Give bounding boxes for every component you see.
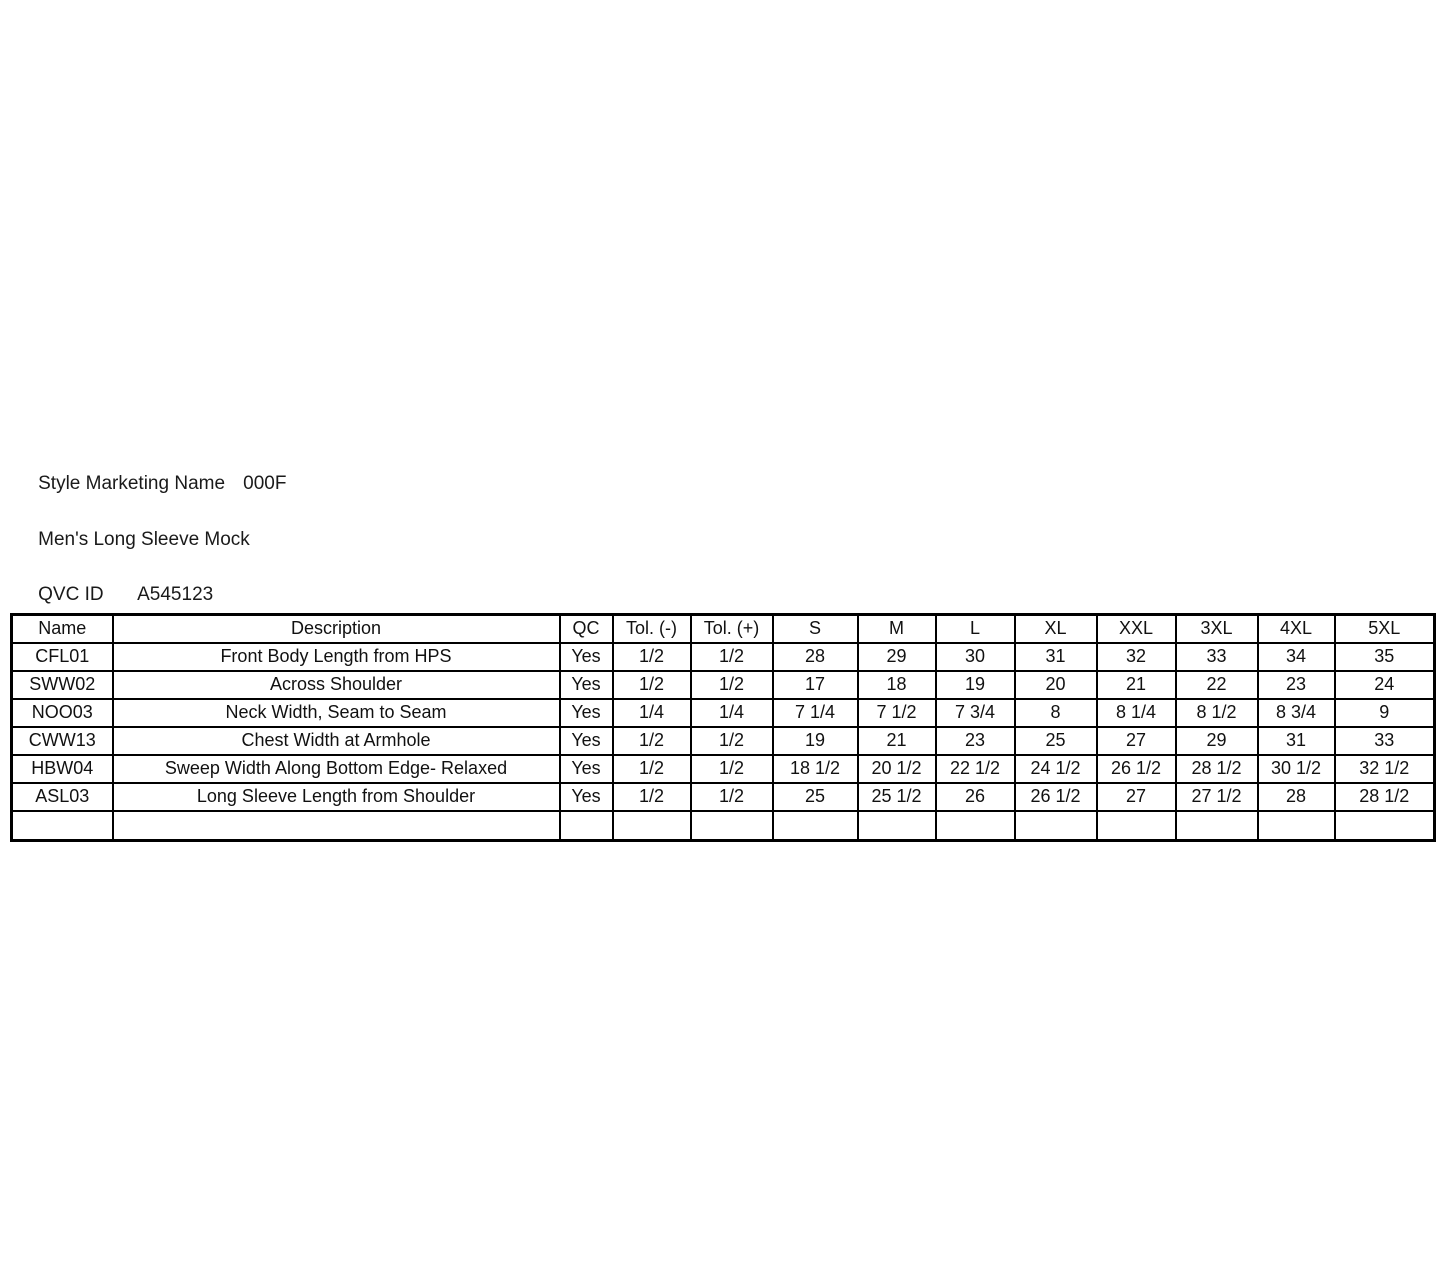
cell: 24 (1335, 671, 1435, 699)
cell: 32 (1097, 643, 1176, 671)
cell: 19 (773, 727, 858, 755)
cell: 8 3/4 (1258, 699, 1335, 727)
cell: 35 (1335, 643, 1435, 671)
style-marketing-name-value: 000F (243, 473, 287, 494)
cell: Across Shoulder (113, 671, 560, 699)
cell: 29 (858, 643, 936, 671)
cell (691, 811, 773, 841)
product-name: Men's Long Sleeve Mock (38, 529, 250, 550)
cell (613, 811, 691, 841)
cell: 22 (1176, 671, 1258, 699)
cell: Front Body Length from HPS (113, 643, 560, 671)
cell: 28 (773, 643, 858, 671)
cell: 22 1/2 (936, 755, 1015, 783)
cell: Neck Width, Seam to Seam (113, 699, 560, 727)
qvc-id-label: QVC ID (38, 584, 104, 605)
cell: 8 1/4 (1097, 699, 1176, 727)
cell: 21 (1097, 671, 1176, 699)
column-header: Description (113, 615, 560, 643)
table-row (12, 783, 1435, 811)
column-header: L (936, 615, 1015, 643)
cell: NOO03 (12, 699, 113, 727)
cell: SWW02 (12, 671, 113, 699)
cell: 1/2 (613, 643, 691, 671)
cell: 1/2 (613, 727, 691, 755)
table-row (12, 755, 1435, 783)
cell: 34 (1258, 643, 1335, 671)
cell: 26 1/2 (1015, 783, 1097, 811)
cell: 7 3/4 (936, 699, 1015, 727)
cell: 21 (858, 727, 936, 755)
column-header: QC (560, 615, 613, 643)
table-header-row (12, 615, 1435, 643)
cell: Yes (560, 755, 613, 783)
column-header: XL (1015, 615, 1097, 643)
cell: 1/2 (691, 643, 773, 671)
cell (1258, 811, 1335, 841)
cell (858, 811, 936, 841)
measurement-spec-table (10, 613, 1436, 842)
cell (560, 811, 613, 841)
column-header: 3XL (1176, 615, 1258, 643)
cell: Yes (560, 671, 613, 699)
cell: Yes (560, 699, 613, 727)
cell (12, 811, 113, 841)
cell: Yes (560, 727, 613, 755)
cell: 23 (936, 727, 1015, 755)
table-row (12, 671, 1435, 699)
table-row (12, 643, 1435, 671)
cell: 20 (1015, 671, 1097, 699)
cell: 1/2 (691, 755, 773, 783)
cell: 26 (936, 783, 1015, 811)
cell (1176, 811, 1258, 841)
cell: CWW13 (12, 727, 113, 755)
cell: 27 (1097, 783, 1176, 811)
cell: Yes (560, 783, 613, 811)
cell: CFL01 (12, 643, 113, 671)
qvc-id-value: A545123 (137, 584, 214, 605)
cell: 18 1/2 (773, 755, 858, 783)
cell: 23 (1258, 671, 1335, 699)
cell: 31 (1258, 727, 1335, 755)
cell: 7 1/4 (773, 699, 858, 727)
column-header: XXL (1097, 615, 1176, 643)
cell: ASL03 (12, 783, 113, 811)
table-row (12, 699, 1435, 727)
column-header: 4XL (1258, 615, 1335, 643)
column-header: 5XL (1335, 615, 1435, 643)
column-header: S (773, 615, 858, 643)
cell: 1/4 (691, 699, 773, 727)
cell: 25 1/2 (858, 783, 936, 811)
cell: 26 1/2 (1097, 755, 1176, 783)
cell: 28 1/2 (1335, 783, 1435, 811)
cell (113, 811, 560, 841)
cell: 1/2 (613, 755, 691, 783)
cell: 18 (858, 671, 936, 699)
cell: 30 (936, 643, 1015, 671)
table-row (12, 811, 1435, 841)
cell: 8 (1015, 699, 1097, 727)
cell: 25 (773, 783, 858, 811)
style-marketing-name-label: Style Marketing Name (38, 473, 226, 494)
cell: 33 (1176, 643, 1258, 671)
cell: 19 (936, 671, 1015, 699)
cell: 28 (1258, 783, 1335, 811)
cell (1015, 811, 1097, 841)
cell: 8 1/2 (1176, 699, 1258, 727)
cell (1335, 811, 1435, 841)
cell (936, 811, 1015, 841)
cell: Long Sleeve Length from Shoulder (113, 783, 560, 811)
cell: Chest Width at Armhole (113, 727, 560, 755)
cell: Sweep Width Along Bottom Edge- Relaxed (113, 755, 560, 783)
cell: 1/2 (613, 783, 691, 811)
cell: 1/2 (691, 783, 773, 811)
column-header: Tol. (+) (691, 615, 773, 643)
column-header: Tol. (-) (613, 615, 691, 643)
column-header: M (858, 615, 936, 643)
cell: 20 1/2 (858, 755, 936, 783)
cell: 9 (1335, 699, 1435, 727)
cell: Yes (560, 643, 613, 671)
cell: 24 1/2 (1015, 755, 1097, 783)
cell: 31 (1015, 643, 1097, 671)
cell: 27 1/2 (1176, 783, 1258, 811)
cell: 1/2 (613, 671, 691, 699)
column-header: Name (12, 615, 113, 643)
table-body (12, 643, 1435, 841)
cell (773, 811, 858, 841)
cell: 1/2 (691, 727, 773, 755)
cell (1097, 811, 1176, 841)
cell: 17 (773, 671, 858, 699)
cell: 7 1/2 (858, 699, 936, 727)
cell: 33 (1335, 727, 1435, 755)
table-row (12, 727, 1435, 755)
cell: 30 1/2 (1258, 755, 1335, 783)
cell: 29 (1176, 727, 1258, 755)
cell: 1/4 (613, 699, 691, 727)
cell: 25 (1015, 727, 1097, 755)
cell: 28 1/2 (1176, 755, 1258, 783)
cell: 1/2 (691, 671, 773, 699)
cell: 27 (1097, 727, 1176, 755)
cell: 32 1/2 (1335, 755, 1435, 783)
cell: HBW04 (12, 755, 113, 783)
